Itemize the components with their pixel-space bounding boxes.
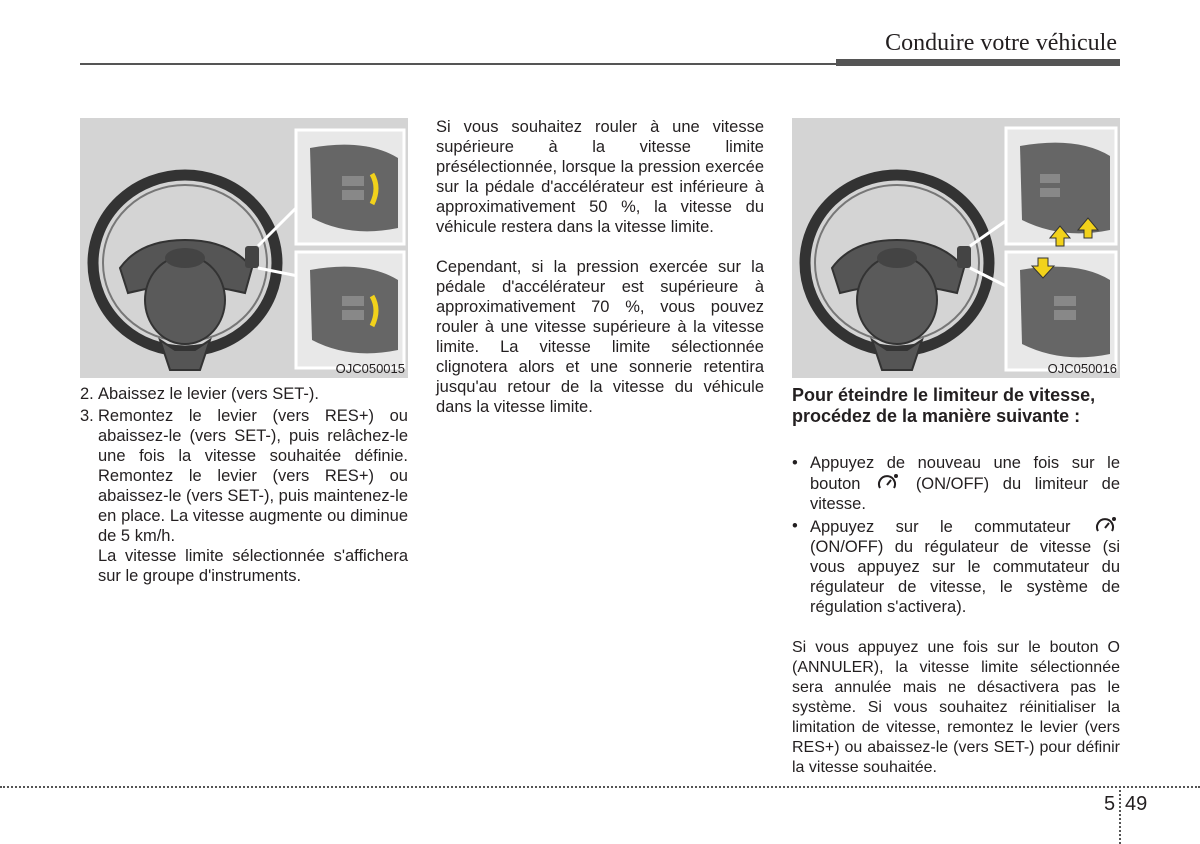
page-number: 49 bbox=[1125, 793, 1148, 815]
paragraph-pedal-pressure: Cependant, si la pression exercée sur la pédale d'accélérateur est supérieure à approximativement 70 %, vous pouvez rouler à une vitesse supérieure à la vitesse limite. La vitesse limite sélectionnée clignotera alors et une sonnerie retentira jusqu'au retour de la vitesse du véhicule dans la vitesse limite. bbox=[436, 258, 764, 416]
bullet-text: (ON/OFF) du limiteur de vitesse. bbox=[810, 475, 1120, 513]
header-rule bbox=[80, 63, 836, 65]
section-number: 5 bbox=[1104, 793, 1116, 815]
bullet-list bbox=[792, 453, 1120, 619]
steering-wheel-illustration bbox=[80, 118, 408, 378]
step-number: 2. bbox=[80, 385, 94, 403]
step-note: La vitesse limite sélectionnée s'affichera sur le groupe d'instruments. bbox=[98, 547, 408, 585]
speed-limiter-icon bbox=[877, 473, 899, 493]
step-text: Remontez le levier (vers RES+) ou abaissez-le (vers SET-), puis relâchez-le une fois la vitesse souhaitée définie. Remontez le levier (vers RES+) ou abaissez-le (vers SET-), puis maintenez-le en place. La vitesse augmente ou diminue de 5 km/h. bbox=[98, 407, 408, 545]
figure-steering-wheel-right bbox=[792, 118, 1120, 378]
bullet-text: Appuyez de nouveau une fois sur le bouton bbox=[810, 454, 1120, 493]
header-rule-accent bbox=[836, 59, 1120, 66]
step-number: 3. bbox=[80, 407, 94, 425]
bullet-item bbox=[792, 516, 1120, 617]
bullet-text: Appuyez sur le commutateur bbox=[810, 518, 1071, 536]
step-text: Abaissez le levier (vers SET-). bbox=[98, 385, 319, 403]
cruise-control-icon bbox=[1095, 516, 1117, 536]
figure-steering-wheel-left bbox=[80, 118, 408, 378]
instruction-steps bbox=[80, 384, 408, 588]
footer-dotted-divider bbox=[1119, 786, 1121, 844]
paragraph-cancel-button: Si vous appuyez une fois sur le bouton O (ANNULER), la vitesse limite sélectionnée sera annulée mais ne désactivera pas le système. Si vous souhaitez réinitialiser la limitation de vitesse, remontez le levier (vers RES+) ou abaissez-le (vers SET-) pour définir la vitesse souhaitée. bbox=[792, 639, 1120, 776]
page-header-title: Conduire votre véhicule bbox=[885, 30, 1117, 56]
section-heading: Pour éteindre le limiteur de vitesse, procédez de la manière suivante : bbox=[792, 385, 1096, 426]
step-item bbox=[80, 384, 408, 404]
paragraph-over-limit: Si vous souhaitez rouler à une vitesse supérieure à la vitesse limite présélectionnée, lorsque la pression exercée sur la pédale d'accélérateur est inférieure à approximativement 50 %, la vitesse du véhicule restera dans la vitesse limite. bbox=[436, 118, 764, 236]
bullet-text: (ON/OFF) du régulateur de vitesse (si vous appuyez sur le commutateur du régulateur de vitesse, le système de régulation s'activera). bbox=[810, 538, 1120, 616]
bullet-dot: • bbox=[792, 454, 798, 472]
bullet-item bbox=[792, 453, 1120, 514]
bullet-dot: • bbox=[792, 517, 798, 535]
figure-code: OJC050016 bbox=[1047, 361, 1117, 376]
footer-dotted-rule bbox=[0, 786, 1200, 788]
figure-code: OJC050015 bbox=[335, 361, 405, 376]
step-item bbox=[80, 406, 408, 586]
steering-wheel-illustration bbox=[792, 118, 1120, 378]
